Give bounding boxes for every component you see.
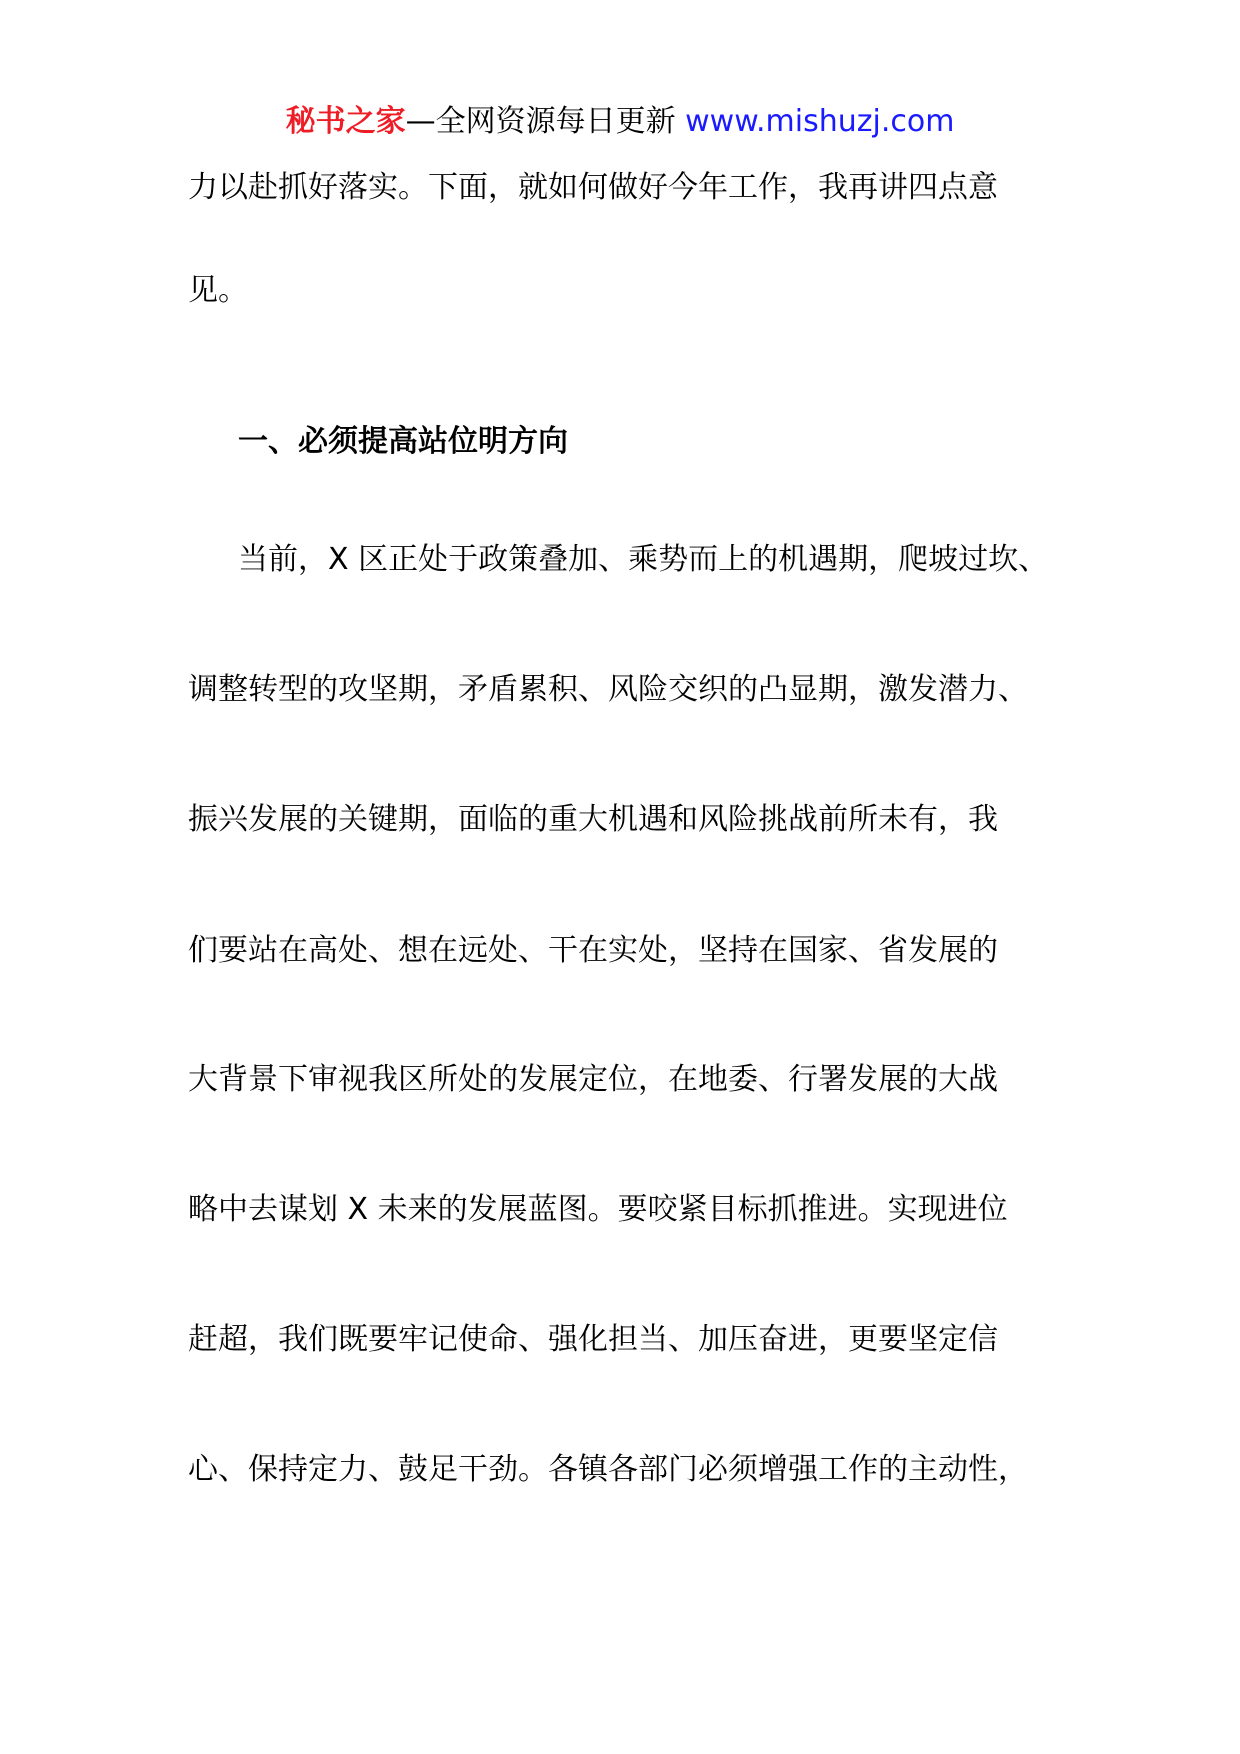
brand-name: 秘书之家	[285, 104, 406, 139]
paragraph-line: 赶超，我们既要牢记使命、强化担当、加压奋进，更要坚定信	[188, 1322, 998, 1357]
paragraph-line: 振兴发展的关键期，面临的重大机遇和风险挑战前所未有，我	[188, 802, 998, 837]
paragraph-line: 们要站在高处、想在远处、干在实处，坚持在国家、省发展的	[188, 933, 998, 968]
section-heading: 一、必须提高站位明方向	[238, 424, 568, 459]
header-tagline: —全网资源每日更新	[405, 104, 686, 139]
paragraph-line: 心、保持定力、鼓足干劲。各镇各部门必须增强工作的主动性，	[188, 1452, 1028, 1487]
paragraph-line: 当前，X 区正处于政策叠加、乘势而上的机遇期，爬坡过坎、	[238, 542, 1049, 577]
page-header	[0, 100, 1240, 144]
paragraph-line: 略中去谋划 X 未来的发展蓝图。要咬紧目标抓推进。实现进位	[188, 1192, 1008, 1227]
paragraph-line: 见。	[188, 273, 248, 308]
paragraph-line: 调整转型的攻坚期，矛盾累积、风险交织的凸显期，激发潜力、	[188, 672, 1028, 707]
site-url-link[interactable]: www.mishuzj.com	[685, 104, 955, 139]
paragraph-line: 力以赴抓好落实。下面，就如何做好今年工作，我再讲四点意	[188, 170, 998, 205]
paragraph-line: 大背景下审视我区所处的发展定位，在地委、行署发展的大战	[188, 1062, 998, 1097]
